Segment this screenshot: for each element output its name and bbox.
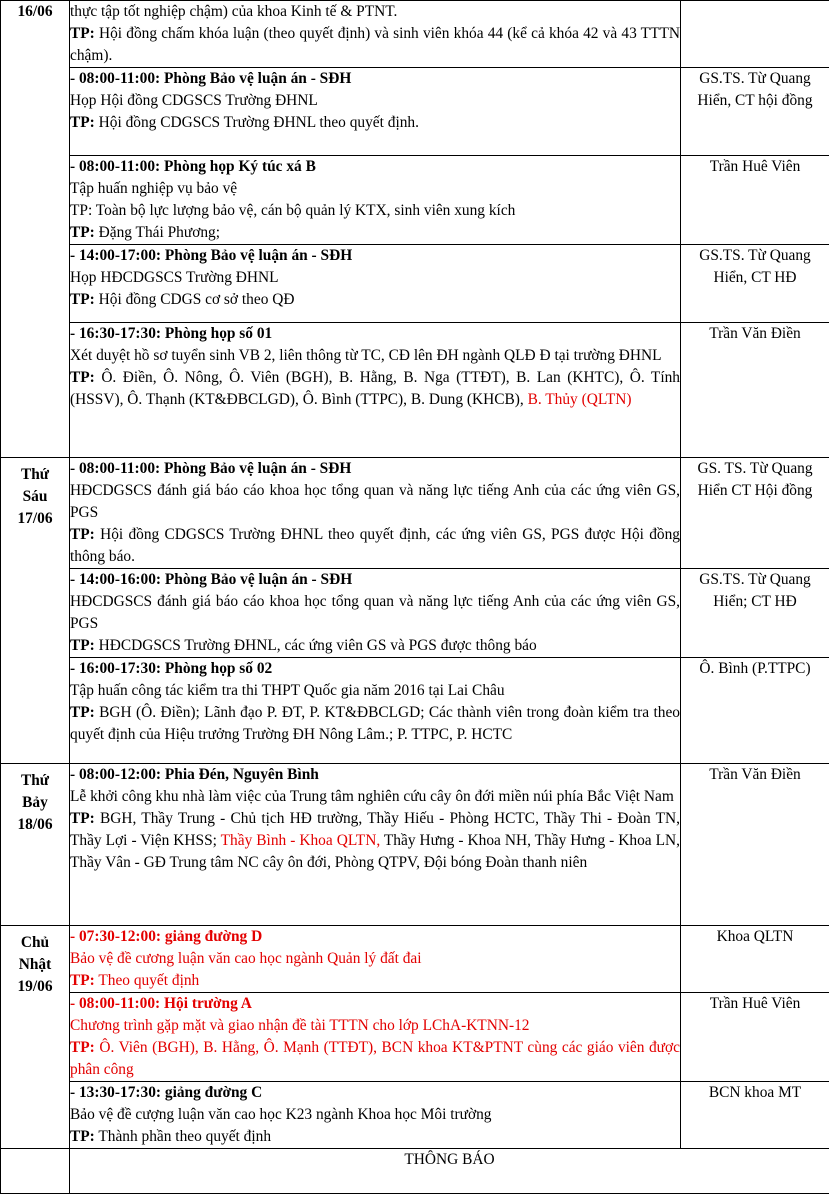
line-text: Hội đồng CDGS cơ sở theo QĐ bbox=[94, 291, 295, 308]
participants-label: TP: bbox=[70, 637, 95, 654]
event-participants bbox=[70, 524, 680, 568]
participants-label: TP: bbox=[70, 369, 95, 386]
responsible-person: GS.TS. Từ Quang Hiển, CT HĐ bbox=[681, 245, 829, 323]
event-cell bbox=[70, 323, 681, 458]
schedule-row bbox=[1, 156, 829, 245]
participants-label: TP: bbox=[70, 25, 95, 42]
event-description bbox=[70, 267, 680, 289]
event-description bbox=[70, 345, 680, 367]
responsible-person: Khoa QLTN bbox=[681, 926, 829, 993]
event-description bbox=[70, 948, 680, 970]
responsible-person: Trần Huê Viên bbox=[681, 993, 829, 1082]
event-participants bbox=[70, 635, 680, 657]
day-label: 18/06 bbox=[17, 816, 53, 833]
schedule-row bbox=[1, 993, 829, 1082]
schedule-row bbox=[1, 764, 829, 926]
event-participants bbox=[70, 1126, 680, 1148]
schedule-row bbox=[1, 245, 829, 323]
schedule-row bbox=[1, 1, 829, 68]
event-cell bbox=[70, 1, 681, 68]
highlighted-participant: B. Thủy (QLTN) bbox=[527, 391, 632, 408]
event-cell bbox=[70, 658, 681, 764]
event-cell bbox=[70, 245, 681, 323]
day-cell bbox=[1, 926, 70, 1149]
notice-empty-cell bbox=[1, 1149, 70, 1194]
schedule-row bbox=[1, 323, 829, 458]
notice-heading: THÔNG BÁO bbox=[70, 1149, 829, 1194]
event-participants bbox=[70, 367, 680, 411]
schedule-row bbox=[1, 569, 829, 658]
event-description bbox=[70, 786, 680, 808]
event-time-location: - 08:00-11:00: Phòng Bảo vệ luận án - SĐH bbox=[70, 70, 352, 87]
event-time-location: - 08:00-11:00: Phòng Bảo vệ luận án - SĐH bbox=[70, 460, 352, 477]
day-label: Sáu bbox=[22, 488, 48, 505]
event-description bbox=[70, 90, 680, 112]
day-cell bbox=[1, 764, 70, 926]
schedule-row bbox=[1, 458, 829, 569]
participants-label: TP: bbox=[70, 1039, 95, 1056]
responsible-person: GS. TS. Từ Quang Hiển CT Hội đồng bbox=[681, 458, 829, 569]
schedule-body bbox=[1, 1, 829, 1194]
day-label: 19/06 bbox=[17, 978, 53, 995]
line-text: Xét duyệt hồ sơ tuyển sinh VB 2, liên thông từ TC, CĐ lên ĐH ngành QLĐ Đ tại trường ĐHNL bbox=[70, 347, 662, 364]
participants-label: TP: bbox=[70, 1128, 95, 1145]
schedule-row bbox=[1, 658, 829, 764]
line-text: Tập huấn công tác kiểm tra thi THPT Quốc gia năm 2016 tại Lai Châu bbox=[70, 682, 505, 699]
schedule-row bbox=[1, 68, 829, 156]
event-cell bbox=[70, 156, 681, 245]
event-description bbox=[70, 178, 680, 200]
event-cell bbox=[70, 764, 681, 926]
highlighted-participant: Thầy Bình - Khoa QLTN, bbox=[220, 832, 381, 849]
participants-label: TP: bbox=[70, 704, 95, 721]
event-participants bbox=[70, 112, 680, 134]
line-text: Tập huấn nghiệp vụ bảo vệ bbox=[70, 180, 238, 197]
line-text: Họp HĐCDGSCS Trường ĐHNL bbox=[70, 269, 279, 286]
event-participants bbox=[70, 1037, 680, 1081]
line-text: BGH, Thầy Trung - Chủ tịch HĐ trường, Thầy Hiếu - Phòng HCTC, Thầy Thi - Đoàn TN, Thầy Lợi - Viện KHSS; bbox=[70, 810, 680, 849]
responsible-person: Trần Huê Viên bbox=[681, 156, 829, 245]
line-text: HĐCDGSCS Trường ĐHNL, các ứng viên GS và PGS được thông báo bbox=[94, 637, 537, 654]
line-text: Hội đồng CDGSCS Trường ĐHNL theo quyết định. bbox=[94, 114, 419, 131]
day-label: 16/06 bbox=[17, 3, 53, 20]
line-text: Bảo vệ đề cượng luận văn cao học K23 ngành Khoa học Môi trường bbox=[70, 1106, 492, 1123]
event-time-location: - 16:00-17:30: Phòng họp số 02 bbox=[70, 660, 273, 677]
event-description bbox=[70, 1104, 680, 1126]
line-text: Lễ khởi công khu nhà làm việc của Trung tâm nghiên cứu cây ôn đới miền núi phía Bắc Việt Nam bbox=[70, 788, 674, 805]
event-participants bbox=[70, 970, 680, 992]
day-cell bbox=[1, 1, 70, 458]
event-time-location: - 08:00-12:00: Phia Đén, Nguyên Bình bbox=[70, 766, 319, 783]
event-description bbox=[70, 680, 680, 702]
participants-label: TP: bbox=[70, 972, 95, 989]
line-text: Thành phần theo quyết định bbox=[94, 1128, 272, 1145]
day-label: Bảy bbox=[22, 794, 48, 811]
responsible-person: BCN khoa MT bbox=[681, 1082, 829, 1149]
event-cell bbox=[70, 1082, 681, 1149]
event-description bbox=[70, 1015, 680, 1037]
line-text: Bảo vệ đề cương luận văn cao học ngành Quản lý đất đai bbox=[70, 950, 422, 967]
event-description bbox=[70, 200, 680, 222]
line-text: BGH (Ô. Điền); Lãnh đạo P. ĐT, P. KT&ĐBCLGD; Các thành viên trong đoàn kiểm tra theo quyết định của Hiệu trưởng Trường ĐH Nông Lâm.; P. TTPC, P. HCTC bbox=[70, 704, 680, 743]
line-text: HĐCDGSCS đánh giá báo cáo khoa học tổng quan và năng lực tiếng Anh của các ứng viên GS, PGS bbox=[70, 593, 680, 632]
event-cell bbox=[70, 569, 681, 658]
day-label: Nhật bbox=[18, 956, 52, 973]
responsible-person: Trần Văn Điền bbox=[681, 323, 829, 458]
event-time-location: - 14:00-17:00: Phòng Bảo vệ luận án - SĐH bbox=[70, 247, 353, 264]
line-text: TP: Toàn bộ lực lượng bảo vệ, cán bộ quản lý KTX, sinh viên xung kích bbox=[70, 202, 516, 219]
event-cell bbox=[70, 926, 681, 993]
line-text: thực tập tốt nghiệp chậm) của khoa Kinh tế & PTNT. bbox=[70, 3, 398, 20]
event-time-location: - 16:30-17:30: Phòng họp số 01 bbox=[70, 325, 273, 342]
event-description bbox=[70, 591, 680, 635]
line-text: Chương trình gặp mặt và giao nhận đề tài TTTN cho lớp LChA-KTNN-12 bbox=[70, 1017, 530, 1034]
notice-row bbox=[1, 1149, 829, 1194]
participants-label: TP: bbox=[70, 224, 95, 241]
line-text: Ô. Điền, Ô. Nông, Ô. Viên (BGH), B. Hằng, B. Nga (TTĐT), B. Lan (KHTC), Ô. Tính (HSSV), Ô. Thạnh (KT&ĐBCLGD), Ô. Bình (TTPC), B. Dung (KHCB), bbox=[70, 369, 680, 408]
day-label: Chủ bbox=[20, 934, 50, 951]
line-text: HĐCDGSCS đánh giá báo cáo khoa học tổng quan và năng lực tiếng Anh của các ứng viên GS, PGS bbox=[70, 482, 680, 521]
event-time-location: - 13:30-17:30: giảng đường C bbox=[70, 1084, 263, 1101]
event-description bbox=[70, 480, 680, 524]
line-text: Hội đồng CDGSCS Trường ĐHNL theo quyết định, các ứng viên GS, PGS được Hội đồng thông báo. bbox=[70, 526, 680, 565]
line-text: Đặng Thái Phương; bbox=[94, 224, 221, 241]
event-participants bbox=[70, 702, 680, 746]
participants-label: TP: bbox=[70, 526, 95, 543]
event-cell bbox=[70, 458, 681, 569]
line-text: Họp Hội đồng CDGSCS Trường ĐHNL bbox=[70, 92, 318, 109]
schedule-row bbox=[1, 926, 829, 993]
day-label: Thứ bbox=[20, 466, 50, 483]
day-label: Thứ bbox=[20, 772, 50, 789]
event-time-location: - 07:30-12:00: giảng đường D bbox=[70, 928, 263, 945]
participants-label: TP: bbox=[70, 114, 95, 131]
responsible-person: GS.TS. Từ Quang Hiển, CT hội đồng bbox=[681, 68, 829, 156]
event-time-location: - 08:00-11:00: Hội trường A bbox=[70, 995, 252, 1012]
event-participants bbox=[70, 808, 680, 874]
event-time-location: - 14:00-16:00: Phòng Bảo vệ luận án - SĐH bbox=[70, 571, 353, 588]
schedule-row bbox=[1, 1082, 829, 1149]
responsible-person bbox=[681, 1, 829, 68]
event-participants bbox=[70, 222, 680, 244]
event-cell bbox=[70, 68, 681, 156]
responsible-person: GS.TS. Từ Quang Hiển; CT HĐ bbox=[681, 569, 829, 658]
event-participants bbox=[70, 23, 680, 67]
event-time-location: - 08:00-11:00: Phòng họp Ký túc xá B bbox=[70, 158, 316, 175]
day-cell bbox=[1, 458, 70, 764]
event-description bbox=[70, 1, 680, 23]
line-text: Ô. Viên (BGH), B. Hằng, Ô. Mạnh (TTĐT), BCN khoa KT&PTNT cùng các giáo viên được phân công bbox=[70, 1039, 680, 1078]
responsible-person: Trần Văn Điền bbox=[681, 764, 829, 926]
event-cell bbox=[70, 993, 681, 1082]
line-text-tail: Thầy Hưng - Khoa NH, Thầy Hưng - Khoa LN, Thầy Vân - GĐ Trung tâm NC cây ôn đới, Phòng QTPV, Đội bóng Đoàn thanh niên bbox=[70, 832, 680, 871]
responsible-person: Ô. Bình (P.TTPC) bbox=[681, 658, 829, 764]
day-label: 17/06 bbox=[17, 510, 53, 527]
participants-label: TP: bbox=[70, 291, 95, 308]
line-text: Theo quyết định bbox=[94, 972, 200, 989]
event-participants bbox=[70, 289, 680, 311]
line-text: Hội đồng chấm khóa luận (theo quyết định) và sinh viên khóa 44 (kể cả khóa 42 và 43 TTTN chậm). bbox=[70, 25, 680, 64]
participants-label: TP: bbox=[70, 810, 95, 827]
